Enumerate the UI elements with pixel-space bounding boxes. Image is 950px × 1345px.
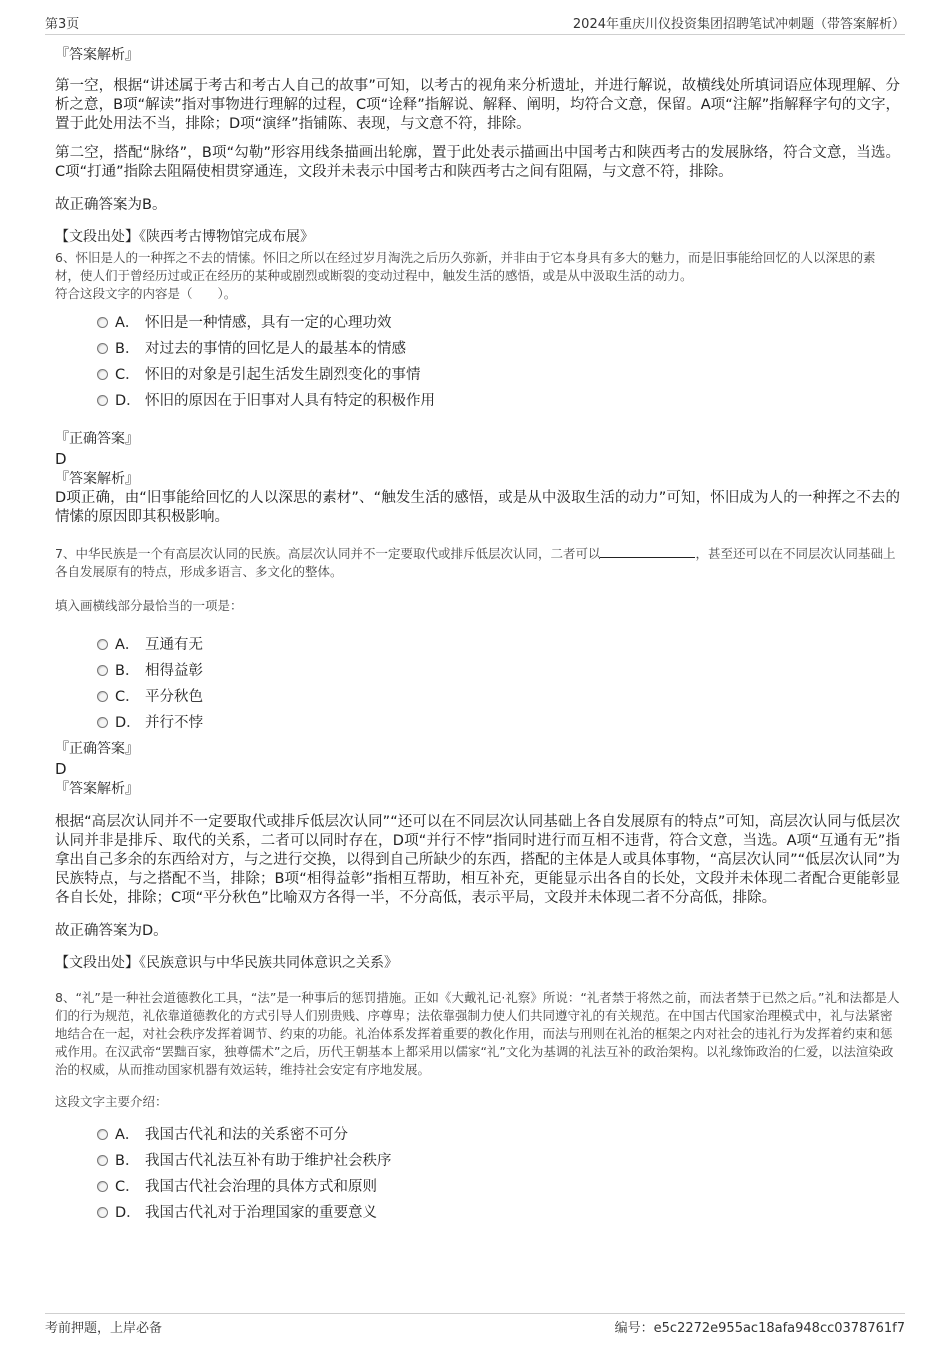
q8-option-b[interactable]: B． 我国古代礼法互补有助于维护社会秩序 <box>55 1147 900 1173</box>
radio-icon[interactable] <box>97 369 108 380</box>
radio-icon[interactable] <box>97 691 108 702</box>
q7-analysis-label: 『答案解析』 <box>55 781 139 797</box>
radio-icon[interactable] <box>97 343 108 354</box>
q8-option-d[interactable]: D． 我国古代礼对于治理国家的重要意义 <box>55 1199 900 1225</box>
q7-stem: 7、中华民族是一个有高层次认同的民族。高层次认同并不一定要取代或排斥低层次认同，二者可以 ，甚至还可以在不同层次认同基础上各自发展原有的特点，形成多语言、多文化的整体。 <box>55 546 896 579</box>
q7-option-a[interactable]: A． 互通有无 <box>55 631 900 657</box>
q6-stem: 6、怀旧是人的一种挥之不去的情愫。怀旧之所以在经过岁月淘洗之后历久弥新，并非由于它本身具有多大的魅力，而是旧事能给回忆的人以深思的素材，使人们于曾经历过或正在经历的某种或剧烈或断裂的变动过程中，触发生活的感悟，或是从中汲取生活的动力。 <box>55 250 876 283</box>
radio-icon[interactable] <box>97 1207 108 1218</box>
q6-option-c[interactable]: C． 怀旧的对象是引起生活发生剧烈变化的事情 <box>55 361 900 387</box>
q7-answer-label: 『正确答案』 <box>55 741 139 757</box>
prev-source: 【文段出处】《陕西考古博物馆完成布展》 <box>55 229 314 245</box>
page-footer <box>45 1313 905 1334</box>
q7-option-b[interactable]: B． 相得益彰 <box>55 657 900 683</box>
page-header <box>45 10 905 35</box>
q6-option-a[interactable]: A． 怀旧是一种情感，具有一定的心理功效 <box>55 309 900 335</box>
q6-answer-label: 『正确答案』 <box>55 431 139 447</box>
page-content <box>55 45 900 1225</box>
q8-option-a[interactable]: A． 我国古代礼和法的关系密不可分 <box>55 1121 900 1147</box>
document-code: 编号：e5c2272e955ac18afa948cc0378761f7 <box>614 1321 905 1336</box>
radio-icon[interactable] <box>97 317 108 328</box>
radio-icon[interactable] <box>97 717 108 728</box>
q6-answer: D <box>55 450 67 468</box>
radio-icon[interactable] <box>97 639 108 650</box>
q6-analysis: D项正确，由“旧事能给回忆的人以深思的素材”、“触发生活的感悟，或是从中汲取生活的动力”可知，怀旧成为人的一种挥之不去的情愫的原因即其积极影响。 <box>55 490 900 525</box>
page-number: 第3页 <box>45 17 80 32</box>
q8-options <box>55 1121 900 1225</box>
q7-option-c[interactable]: C． 平分秋色 <box>55 683 900 709</box>
prev-analysis-para1: 第一空，根据“讲述属于考古和考古人自己的故事”可知，以考古的视角来分析遗址，并进行解说，故横线处所填词语应体现理解、分析之意，B项“解读”指对事物进行理解的过程，C项“诠释”指解说、解释、阐明，均符合文意，保留。A项“注解”指解释字句的文字，置于此处用法不当，排除；D项“演绎”指铺陈、表现，与文意不符，排除。 <box>55 78 900 132</box>
q6-option-b[interactable]: B． 对过去的事情的回忆是人的最基本的情感 <box>55 335 900 361</box>
radio-icon[interactable] <box>97 1129 108 1140</box>
q7-answer: D <box>55 760 67 778</box>
radio-icon[interactable] <box>97 665 108 676</box>
q7-option-d[interactable]: D． 并行不悖 <box>55 709 900 735</box>
q7-options <box>55 631 900 735</box>
footer-slogan: 考前押题，上岸必备 <box>45 1321 163 1336</box>
q8-stem: 8、“礼”是一种社会道德教化工具，“法”是一种事后的惩罚措施。正如《大戴礼记·礼察》所说：“礼者禁于将然之前，而法者禁于已然之后。”礼和法都是人们的行为规范，礼依靠道德教化的方式引导人们别贵贱、序尊卑；法依靠强制力使人们共同遵守礼的有关规范。在中国古代国家治理模式中，礼与法紧密地结合在一起，对社会秩序发挥着调节、约束的功能。礼治体系发挥着重要的教化作用，而法与刑则在礼治的框架之内对社会的违礼行为发挥着约束和惩戒作用。在汉武帝“罢黜百家，独尊儒术”之后，历代王朝基本上都采用以儒家“礼”文化为基调的礼法互补的政治架构。以礼缘饰政治的仁爱，以法渲染政治的权威，从而推动国家机器有效运转，维持社会安定有序地发展。 <box>55 990 900 1077</box>
prev-analysis-para2: 第二空，搭配“脉络”，B项“勾勒”形容用线条描画出轮廓，置于此处表示描画出中国考古和陕西考古的发展脉络，符合文意，当选。C项“打通”指除去阻隔使相贯穿通连，文段并未表示中国考古和陕西考古之间有阻隔，与文意不符，排除。 <box>55 145 900 180</box>
q6-options <box>55 309 900 413</box>
radio-icon[interactable] <box>97 1155 108 1166</box>
prev-analysis-label: 『答案解析』 <box>55 47 139 63</box>
q8-prompt: 这段文字主要介绍： <box>55 1094 168 1109</box>
q6-prompt: 符合这段文字的内容是（ ）。 <box>55 286 237 301</box>
document-title: 2024年重庆川仪投资集团招聘笔试冲刺题（带答案解析） <box>572 17 905 32</box>
radio-icon[interactable] <box>97 395 108 406</box>
radio-icon[interactable] <box>97 1181 108 1192</box>
q7-prompt: 填入画横线部分最恰当的一项是： <box>55 598 243 613</box>
q7-conclusion: 故正确答案为D。 <box>55 923 168 939</box>
q6-analysis-label: 『答案解析』 <box>55 471 139 487</box>
q7-source: 【文段出处】《民族意识与中华民族共同体意识之关系》 <box>55 955 398 971</box>
q6-option-d[interactable]: D． 怀旧的原因在于旧事对人具有特定的积极作用 <box>55 387 900 413</box>
answer-blank <box>600 545 695 558</box>
q7-analysis: 根据“高层次认同并不一定要取代或排斥低层次认同”“还可以在不同层次认同基础上各自发展原有的特点”可知，高层次认同与低层次认同并非是排斥、取代的关系，二者可以同时存在，D项“并行不悖”指同时进行而互相不违背，符合文意，当选。A项“互通有无”指拿出自己多余的东西给对方，与之进行交换，以得到自己所缺少的东西，搭配的主体是人或具体事物，“高层次认同”“低层次认同”为民族特点，与之搭配不当，排除；B项“相得益彰”指相互帮助，相互补充，更能显示出各自的长处，文段并未体现二者配合更能彰显各自长处，排除；C项“平分秋色”比喻双方各得一半，不分高低，表示平局，文段并未体现二者不分高低，排除。 <box>55 814 900 906</box>
prev-conclusion: 故正确答案为B。 <box>55 197 167 213</box>
q8-option-c[interactable]: C． 我国古代社会治理的具体方式和原则 <box>55 1173 900 1199</box>
